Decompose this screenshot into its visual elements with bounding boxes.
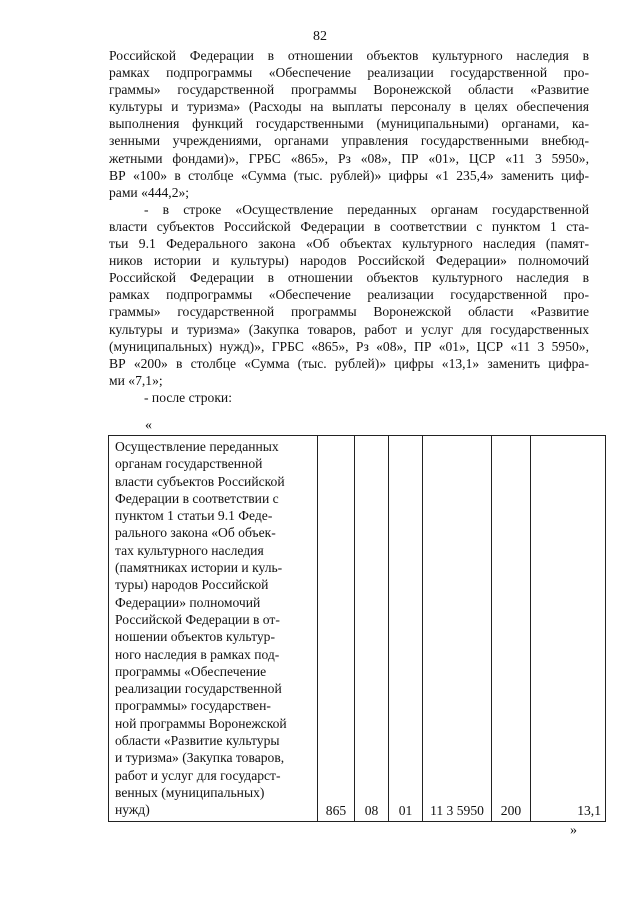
- row-name-line: тах культурного наследия: [115, 542, 264, 558]
- csr-cell: [423, 436, 492, 822]
- row-name-line: ного наследия в рамках под-: [115, 646, 280, 662]
- page-number: 82: [313, 29, 327, 44]
- row-name-line: области «Развитие культуры: [115, 733, 280, 749]
- row-name-line: Федерации в соответствии с: [115, 490, 279, 506]
- text-line: рамках подпрограммы «Обеспечение реализации государственной про-: [109, 287, 589, 303]
- row-name-cell: [109, 436, 318, 822]
- text-line: ВР «200» в столбце «Сумма (тыс. рублей)» цифры «13,1» заменить цифра-: [109, 355, 589, 371]
- row-name-line: программы «Обеспечение: [115, 663, 267, 679]
- pr-cell: [389, 436, 423, 822]
- text-line: выполнения функций государственными (муниципальными) органами, ка-: [109, 116, 589, 132]
- rz-cell: [355, 436, 389, 822]
- text-line: ВР «100» в столбце «Сумма (тыс. рублей)» цифры «1 235,4» заменить циф-: [109, 167, 589, 183]
- paragraph-budget-line-1: [109, 47, 589, 201]
- row-name-line: рального закона «Об объек-: [115, 525, 276, 541]
- pr-value: 01: [398, 803, 413, 819]
- row-name-line: пунктом 1 статьи 9.1 Феде-: [115, 508, 273, 524]
- row-name-line: ной программы Воронежской: [115, 715, 287, 731]
- text-line: рами «444,2»;: [109, 184, 190, 200]
- text-line: граммы» государственной программы Воронежской области «Развитие: [109, 82, 589, 98]
- text-line: граммы» государственной программы Воронежской области «Развитие: [109, 304, 589, 320]
- csr-value: 11 3 5950: [430, 803, 484, 819]
- vr-cell: [492, 436, 531, 822]
- paragraph-budget-line-2: [109, 201, 589, 389]
- vr-value: 200: [500, 803, 522, 819]
- row-name-line: нужд): [115, 802, 150, 818]
- row-name-line: туры) народов Российской: [115, 577, 269, 593]
- row-name-line: и туризма» (Закупка товаров,: [115, 750, 285, 766]
- text-line: ми «7,1»;: [109, 372, 163, 388]
- row-name-line: Осуществление переданных: [115, 439, 279, 454]
- after-row-label: - после строки:: [144, 389, 232, 405]
- text-line: - в строке «Осуществление переданных органам государственной: [144, 201, 589, 217]
- text-line: культуры и туризма» (Закупка товаров, работ и услуг для государственных: [109, 321, 589, 337]
- paragraph-after-row: [109, 389, 589, 406]
- text-line: ников истории и культуры) народов Российской Федерации» полномочий: [109, 253, 589, 269]
- row-name-line: Российской Федерации в от-: [115, 611, 280, 627]
- close-quote-mark: »: [570, 823, 577, 838]
- text-line: тьи 9.1 Федерального закона «Об объектах культурного наследия (памят-: [109, 236, 589, 252]
- text-line: зенными учреждениями, органами управления государственными внебюд-: [109, 133, 589, 149]
- table-row: [109, 436, 606, 822]
- row-name-line: власти субъектов Российской: [115, 473, 285, 489]
- row-name-line: органам государственной: [115, 456, 263, 472]
- text-line: Российской Федерации в отношении объектов культурного наследия в: [109, 48, 589, 63]
- row-name-line: венных (муниципальных): [115, 784, 265, 800]
- row-name-line: ношении объектов культур-: [115, 629, 275, 645]
- budget-table-row: [108, 435, 606, 822]
- text-line: культуры и туризма» (Расходы на выплаты персоналу в целях обеспечения: [109, 99, 589, 115]
- text-line: власти субъектов Российской Федерации в соответствии с пунктом 1 ста-: [109, 218, 589, 234]
- grbs-cell: [318, 436, 355, 822]
- sum-cell: [531, 436, 606, 822]
- amendment-text: [109, 47, 589, 406]
- text-line: рамках подпрограммы «Обеспечение реализации государственной про-: [109, 65, 589, 81]
- open-quote-mark: «: [145, 418, 152, 433]
- rz-value: 08: [364, 803, 379, 819]
- text-line: Российской Федерации в отношении объектов культурного наследия в: [109, 270, 589, 286]
- grbs-value: 865: [325, 803, 347, 819]
- row-name-line: Федерации» полномочий: [115, 594, 261, 610]
- text-line: (муниципальных) нужд)», ГРБС «865», Рз «08», ПР «01», ЦСР «11 3 5950»,: [109, 338, 589, 354]
- row-name-line: работ и услуг для государст-: [115, 767, 281, 783]
- sum-value: 13,1: [577, 803, 601, 819]
- text-line: жетными фондами)», ГРБС «865», Рз «08», ПР «01», ЦСР «11 3 5950»,: [109, 150, 589, 166]
- row-name-line: реализации государственной: [115, 681, 282, 697]
- row-name-line: программы» государствен-: [115, 698, 271, 714]
- row-name-line: (памятниках истории и куль-: [115, 560, 283, 576]
